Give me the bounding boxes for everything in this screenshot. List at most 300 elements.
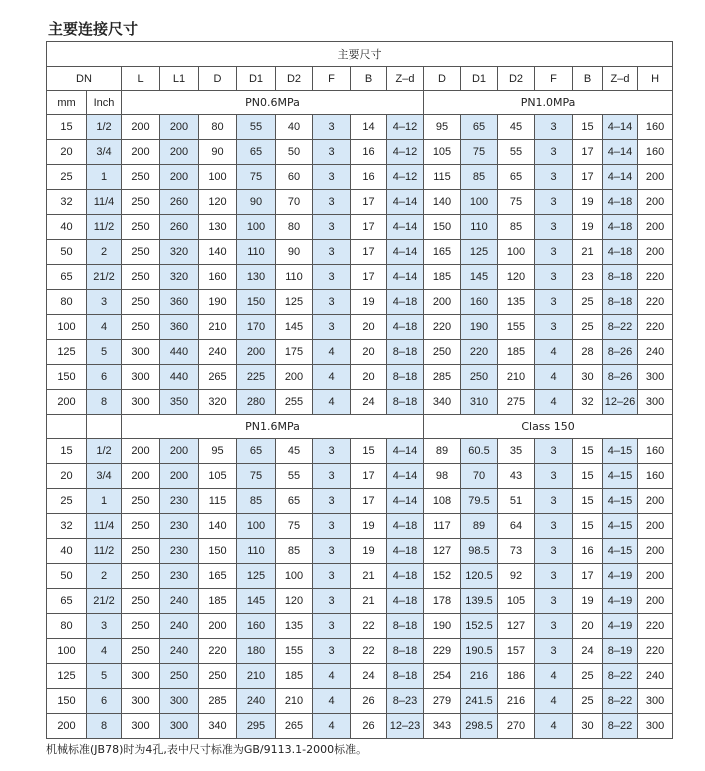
table-cell: 152 bbox=[424, 564, 461, 589]
table-cell: 43 bbox=[498, 464, 535, 489]
table-row bbox=[47, 240, 673, 265]
section-header-row bbox=[47, 91, 673, 115]
table-cell: 127 bbox=[424, 539, 461, 564]
column-header: F bbox=[535, 67, 573, 91]
table-row bbox=[47, 639, 673, 664]
table-cell: 139.5 bbox=[461, 589, 498, 614]
table-cell: 300 bbox=[638, 689, 673, 714]
table-cell: 343 bbox=[424, 714, 461, 739]
table-cell: 250 bbox=[122, 265, 160, 290]
table-cell: 190 bbox=[424, 614, 461, 639]
table-cell: 220 bbox=[638, 639, 673, 664]
table-cell: 19 bbox=[573, 215, 603, 240]
table-cell: 300 bbox=[638, 714, 673, 739]
table-cell: 19 bbox=[351, 290, 387, 315]
table-cell: 8–22 bbox=[603, 689, 638, 714]
table-cell: 85 bbox=[498, 215, 535, 240]
table-cell: 210 bbox=[199, 315, 237, 340]
table-cell: 240 bbox=[237, 689, 276, 714]
table-cell: 152.5 bbox=[461, 614, 498, 639]
table-cell: 4–14 bbox=[603, 140, 638, 165]
table-cell: 250 bbox=[122, 614, 160, 639]
table-cell: 3 bbox=[313, 290, 351, 315]
table-cell: 160 bbox=[199, 265, 237, 290]
table-cell: 40 bbox=[47, 539, 87, 564]
table-cell: 220 bbox=[638, 315, 673, 340]
table-row bbox=[47, 165, 673, 190]
table-cell: 216 bbox=[498, 689, 535, 714]
table-cell: 240 bbox=[160, 639, 199, 664]
table-cell: 3 bbox=[313, 489, 351, 514]
section-label-left: PN0.6MPa bbox=[122, 91, 424, 115]
table-cell: 1 bbox=[87, 165, 122, 190]
table-cell: 90 bbox=[276, 240, 313, 265]
table-cell: 1 bbox=[87, 489, 122, 514]
table-cell: 15 bbox=[47, 439, 87, 464]
table-cell: 4–14 bbox=[387, 215, 424, 240]
table-cell: 140 bbox=[424, 190, 461, 215]
table-cell: 20 bbox=[351, 340, 387, 365]
table-cell: 260 bbox=[160, 190, 199, 215]
table-cell: 3 bbox=[313, 589, 351, 614]
column-header: D1 bbox=[461, 67, 498, 91]
table-cell: 300 bbox=[638, 365, 673, 390]
table-cell: 4–18 bbox=[387, 315, 424, 340]
table-cell: 15 bbox=[573, 115, 603, 140]
table-cell: 200 bbox=[160, 165, 199, 190]
table-cell: 98.5 bbox=[461, 539, 498, 564]
table-cell: 95 bbox=[424, 115, 461, 140]
table-cell: 280 bbox=[237, 390, 276, 415]
table-cell: 4 bbox=[535, 689, 573, 714]
table-cell: 140 bbox=[199, 240, 237, 265]
table-cell: 28 bbox=[573, 340, 603, 365]
table-cell: 3 bbox=[535, 165, 573, 190]
table-cell: 3 bbox=[535, 190, 573, 215]
table-cell: 16 bbox=[351, 165, 387, 190]
table-cell: 90 bbox=[199, 140, 237, 165]
table-cell: 4 bbox=[313, 714, 351, 739]
table-cell: 12–26 bbox=[603, 390, 638, 415]
table-cell: 4–18 bbox=[387, 589, 424, 614]
table-cell: 3 bbox=[535, 115, 573, 140]
table-cell: 21 bbox=[573, 240, 603, 265]
table-cell: 85 bbox=[461, 165, 498, 190]
column-header: F bbox=[313, 67, 351, 91]
table-cell: 4 bbox=[313, 390, 351, 415]
table-cell: 4–18 bbox=[387, 564, 424, 589]
table-cell: 4–12 bbox=[387, 140, 424, 165]
table-cell: 250 bbox=[122, 315, 160, 340]
table-cell: 15 bbox=[573, 489, 603, 514]
table-cell: 240 bbox=[638, 664, 673, 689]
table-cell: 190.5 bbox=[461, 639, 498, 664]
table-cell: 230 bbox=[160, 514, 199, 539]
table-cell: 216 bbox=[461, 664, 498, 689]
table-cell: 3 bbox=[313, 140, 351, 165]
table-cell: 11/2 bbox=[87, 539, 122, 564]
table-cell: 30 bbox=[573, 714, 603, 739]
table-cell: 200 bbox=[199, 614, 237, 639]
table-cell: 100 bbox=[461, 190, 498, 215]
table-cell: 4–14 bbox=[603, 115, 638, 140]
table-cell: 4–15 bbox=[603, 464, 638, 489]
table-cell: 2 bbox=[87, 240, 122, 265]
table-cell: 89 bbox=[461, 514, 498, 539]
table-cell: 255 bbox=[276, 390, 313, 415]
table-cell: 229 bbox=[424, 639, 461, 664]
table-cell: 26 bbox=[351, 689, 387, 714]
table-cell: 17 bbox=[351, 489, 387, 514]
table-cell: 279 bbox=[424, 689, 461, 714]
section-label-right: Class 150 bbox=[424, 415, 673, 439]
table-cell: 24 bbox=[351, 664, 387, 689]
table-cell: 178 bbox=[424, 589, 461, 614]
table-cell: 105 bbox=[498, 589, 535, 614]
table-cell: 60 bbox=[276, 165, 313, 190]
footnote: 机械标准(JB78)时为4孔,表中尺寸标准为GB/9113.1-2000标准。 bbox=[46, 743, 368, 756]
table-cell: 75 bbox=[461, 140, 498, 165]
table-cell: 185 bbox=[276, 664, 313, 689]
table-cell: 440 bbox=[160, 365, 199, 390]
table-cell: 3 bbox=[535, 589, 573, 614]
table-cell: 3 bbox=[313, 464, 351, 489]
table-cell: 100 bbox=[237, 215, 276, 240]
column-header: D1 bbox=[237, 67, 276, 91]
table-cell: 200 bbox=[237, 340, 276, 365]
table-cell: 300 bbox=[160, 689, 199, 714]
table-cell: 50 bbox=[47, 240, 87, 265]
table-cell: 19 bbox=[351, 514, 387, 539]
table-cell: 125 bbox=[461, 240, 498, 265]
table-cell: 15 bbox=[47, 115, 87, 140]
table-cell: 200 bbox=[638, 564, 673, 589]
table-cell: 4–15 bbox=[603, 489, 638, 514]
table-cell: 230 bbox=[160, 539, 199, 564]
table-cell: 75 bbox=[498, 190, 535, 215]
table-cell: 65 bbox=[237, 439, 276, 464]
table-cell: 440 bbox=[160, 340, 199, 365]
table-cell: 150 bbox=[47, 365, 87, 390]
table-cell: 150 bbox=[237, 290, 276, 315]
table-row bbox=[47, 664, 673, 689]
table-cell: 20 bbox=[351, 315, 387, 340]
table-row bbox=[47, 564, 673, 589]
table-row bbox=[47, 689, 673, 714]
table-cell: 200 bbox=[638, 190, 673, 215]
table-cell: 8 bbox=[87, 390, 122, 415]
table-cell: 15 bbox=[351, 439, 387, 464]
table-cell: 4–14 bbox=[387, 265, 424, 290]
table-cell: 100 bbox=[498, 240, 535, 265]
table-cell: 120.5 bbox=[461, 564, 498, 589]
table-cell: 310 bbox=[461, 390, 498, 415]
table-cell: 73 bbox=[498, 539, 535, 564]
table-row bbox=[47, 589, 673, 614]
table-cell: 3 bbox=[535, 639, 573, 664]
table-cell: 8–18 bbox=[603, 290, 638, 315]
table-cell: 25 bbox=[573, 664, 603, 689]
table-cell: 11/4 bbox=[87, 514, 122, 539]
column-header: Z–d bbox=[603, 67, 638, 91]
table-cell: 6 bbox=[87, 365, 122, 390]
table-cell: 32 bbox=[47, 514, 87, 539]
table-cell: 8–26 bbox=[603, 340, 638, 365]
table-cell: 180 bbox=[237, 639, 276, 664]
table-cell: 200 bbox=[160, 115, 199, 140]
table-cell: 186 bbox=[498, 664, 535, 689]
table-cell: 130 bbox=[199, 215, 237, 240]
table-cell: 65 bbox=[47, 265, 87, 290]
table-cell: 200 bbox=[638, 514, 673, 539]
table-cell: 25 bbox=[573, 315, 603, 340]
table-row bbox=[47, 714, 673, 739]
table-row bbox=[47, 464, 673, 489]
table-title: 主要尺寸 bbox=[47, 42, 673, 67]
table-cell: 55 bbox=[276, 464, 313, 489]
table-cell: 19 bbox=[573, 589, 603, 614]
table-cell: 170 bbox=[237, 315, 276, 340]
table-cell: 4 bbox=[87, 315, 122, 340]
table-cell: 300 bbox=[122, 365, 160, 390]
table-cell: 3 bbox=[313, 614, 351, 639]
table-cell: 225 bbox=[237, 365, 276, 390]
table-cell: 89 bbox=[424, 439, 461, 464]
table-cell: 127 bbox=[498, 614, 535, 639]
table-cell: 3 bbox=[535, 290, 573, 315]
table-cell: 3/4 bbox=[87, 140, 122, 165]
table-cell: 240 bbox=[638, 340, 673, 365]
table-cell: 75 bbox=[276, 514, 313, 539]
table-cell: 120 bbox=[199, 190, 237, 215]
table-cell: 4 bbox=[535, 390, 573, 415]
unit-header-inch: Inch bbox=[87, 91, 122, 115]
table-cell: 3 bbox=[535, 464, 573, 489]
column-header: D2 bbox=[498, 67, 535, 91]
table-cell: 8–18 bbox=[387, 365, 424, 390]
table-cell: 35 bbox=[498, 439, 535, 464]
table-cell: 15 bbox=[573, 514, 603, 539]
table-cell: 250 bbox=[122, 539, 160, 564]
table-cell: 350 bbox=[160, 390, 199, 415]
table-cell: 23 bbox=[573, 265, 603, 290]
table-cell: 250 bbox=[122, 190, 160, 215]
table-cell: 3 bbox=[313, 439, 351, 464]
table-cell: 3 bbox=[535, 140, 573, 165]
table-cell: 190 bbox=[199, 290, 237, 315]
table-cell: 65 bbox=[237, 140, 276, 165]
table-cell: 8–18 bbox=[603, 265, 638, 290]
table-cell: 100 bbox=[199, 165, 237, 190]
table-cell: 65 bbox=[498, 165, 535, 190]
table-cell: 320 bbox=[160, 265, 199, 290]
table-row bbox=[47, 340, 673, 365]
table-cell: 200 bbox=[47, 390, 87, 415]
table-cell: 25 bbox=[47, 489, 87, 514]
table-cell: 200 bbox=[424, 290, 461, 315]
table-cell: 17 bbox=[351, 215, 387, 240]
table-cell: 220 bbox=[424, 315, 461, 340]
table-cell: 4 bbox=[87, 639, 122, 664]
table-cell: 40 bbox=[47, 215, 87, 240]
table-row bbox=[47, 390, 673, 415]
table-cell: 155 bbox=[498, 315, 535, 340]
table-cell: 160 bbox=[638, 439, 673, 464]
column-header: H bbox=[638, 67, 673, 91]
table-cell: 100 bbox=[47, 315, 87, 340]
table-cell: 4–14 bbox=[603, 165, 638, 190]
table-cell: 105 bbox=[199, 464, 237, 489]
table-cell: 11/2 bbox=[87, 215, 122, 240]
table-cell: 157 bbox=[498, 639, 535, 664]
table-cell: 230 bbox=[160, 564, 199, 589]
table-cell: 75 bbox=[237, 165, 276, 190]
table-row bbox=[47, 614, 673, 639]
table-cell: 5 bbox=[87, 340, 122, 365]
table-cell: 200 bbox=[122, 439, 160, 464]
table-cell: 3 bbox=[313, 514, 351, 539]
column-header: B bbox=[351, 67, 387, 91]
table-cell: 200 bbox=[638, 165, 673, 190]
table-cell: 241.5 bbox=[461, 689, 498, 714]
column-header: DN bbox=[47, 67, 122, 91]
table-cell: 110 bbox=[237, 539, 276, 564]
table-cell: 92 bbox=[498, 564, 535, 589]
table-cell: 3 bbox=[535, 240, 573, 265]
table-cell: 240 bbox=[160, 589, 199, 614]
table-cell: 5 bbox=[87, 664, 122, 689]
table-cell: 4 bbox=[535, 714, 573, 739]
table-cell: 200 bbox=[160, 464, 199, 489]
table-cell: 4 bbox=[313, 689, 351, 714]
table-cell: 105 bbox=[424, 140, 461, 165]
table-cell: 4–19 bbox=[603, 564, 638, 589]
table-cell: 265 bbox=[276, 714, 313, 739]
table-cell: 3 bbox=[313, 639, 351, 664]
table-cell: 220 bbox=[638, 290, 673, 315]
table-cell: 110 bbox=[276, 265, 313, 290]
table-cell: 250 bbox=[122, 639, 160, 664]
table-cell: 250 bbox=[122, 165, 160, 190]
table-cell: 200 bbox=[122, 115, 160, 140]
column-header-row bbox=[47, 67, 673, 91]
table-cell: 250 bbox=[199, 664, 237, 689]
table-cell: 2 bbox=[87, 564, 122, 589]
table-cell: 64 bbox=[498, 514, 535, 539]
table-cell: 254 bbox=[424, 664, 461, 689]
table-cell: 8–19 bbox=[603, 639, 638, 664]
table-cell: 200 bbox=[122, 140, 160, 165]
table-cell: 8–22 bbox=[603, 315, 638, 340]
table-cell: 3 bbox=[313, 215, 351, 240]
table-cell: 250 bbox=[122, 564, 160, 589]
table-cell: 16 bbox=[351, 140, 387, 165]
table-cell: 175 bbox=[276, 340, 313, 365]
table-cell: 4–15 bbox=[603, 539, 638, 564]
table-cell: 4–14 bbox=[387, 190, 424, 215]
table-cell: 160 bbox=[461, 290, 498, 315]
table-cell: 165 bbox=[424, 240, 461, 265]
table-cell: 45 bbox=[498, 115, 535, 140]
table-cell: 17 bbox=[573, 165, 603, 190]
table-cell: 65 bbox=[276, 489, 313, 514]
column-header: Z–d bbox=[387, 67, 424, 91]
table-cell: 300 bbox=[122, 664, 160, 689]
table-cell: 79.5 bbox=[461, 489, 498, 514]
table-cell: 8 bbox=[87, 714, 122, 739]
table-cell: 26 bbox=[351, 714, 387, 739]
table-cell: 4–18 bbox=[603, 215, 638, 240]
table-cell: 15 bbox=[573, 439, 603, 464]
table-cell: 51 bbox=[498, 489, 535, 514]
table-cell: 110 bbox=[237, 240, 276, 265]
table-cell: 4 bbox=[313, 340, 351, 365]
table-cell: 8–18 bbox=[387, 664, 424, 689]
table-cell: 3 bbox=[313, 165, 351, 190]
table-cell: 135 bbox=[498, 290, 535, 315]
table-cell: 32 bbox=[47, 190, 87, 215]
table-cell: 340 bbox=[424, 390, 461, 415]
table-cell: 3 bbox=[313, 190, 351, 215]
table-cell: 360 bbox=[160, 315, 199, 340]
table-cell: 8–18 bbox=[387, 614, 424, 639]
table-row bbox=[47, 115, 673, 140]
table-cell: 6 bbox=[87, 689, 122, 714]
table-cell: 200 bbox=[160, 439, 199, 464]
table-cell: 220 bbox=[638, 614, 673, 639]
table-cell: 21 bbox=[351, 589, 387, 614]
table-cell: 25 bbox=[573, 290, 603, 315]
table-cell: 3 bbox=[313, 564, 351, 589]
table-cell: 85 bbox=[276, 539, 313, 564]
table-row bbox=[47, 489, 673, 514]
table-row bbox=[47, 514, 673, 539]
table-cell: 3 bbox=[313, 539, 351, 564]
table-cell: 340 bbox=[199, 714, 237, 739]
table-cell: 20 bbox=[47, 140, 87, 165]
table-cell: 100 bbox=[276, 564, 313, 589]
table-cell: 11/4 bbox=[87, 190, 122, 215]
table-cell: 22 bbox=[351, 614, 387, 639]
table-cell: 25 bbox=[47, 165, 87, 190]
table-cell: 19 bbox=[351, 539, 387, 564]
table-cell: 3 bbox=[535, 564, 573, 589]
table-cell: 8–18 bbox=[387, 390, 424, 415]
table-cell: 185 bbox=[199, 589, 237, 614]
table-cell: 135 bbox=[276, 614, 313, 639]
table-cell: 8–18 bbox=[387, 340, 424, 365]
table-cell: 320 bbox=[160, 240, 199, 265]
table-cell: 8–23 bbox=[387, 689, 424, 714]
table-cell: 130 bbox=[237, 265, 276, 290]
table-cell: 3 bbox=[313, 315, 351, 340]
table-cell: 45 bbox=[276, 439, 313, 464]
table-cell: 250 bbox=[122, 514, 160, 539]
table-cell: 125 bbox=[237, 564, 276, 589]
table-cell: 300 bbox=[122, 689, 160, 714]
table-cell: 230 bbox=[160, 489, 199, 514]
table-row bbox=[47, 539, 673, 564]
table-cell: 220 bbox=[199, 639, 237, 664]
table-cell: 70 bbox=[461, 464, 498, 489]
table-cell: 17 bbox=[351, 190, 387, 215]
table-cell: 85 bbox=[237, 489, 276, 514]
table-cell: 21 bbox=[351, 564, 387, 589]
table-cell: 15 bbox=[573, 464, 603, 489]
table-row bbox=[47, 140, 673, 165]
page-title: 主要连接尺寸 bbox=[48, 20, 139, 38]
table-cell: 20 bbox=[47, 464, 87, 489]
